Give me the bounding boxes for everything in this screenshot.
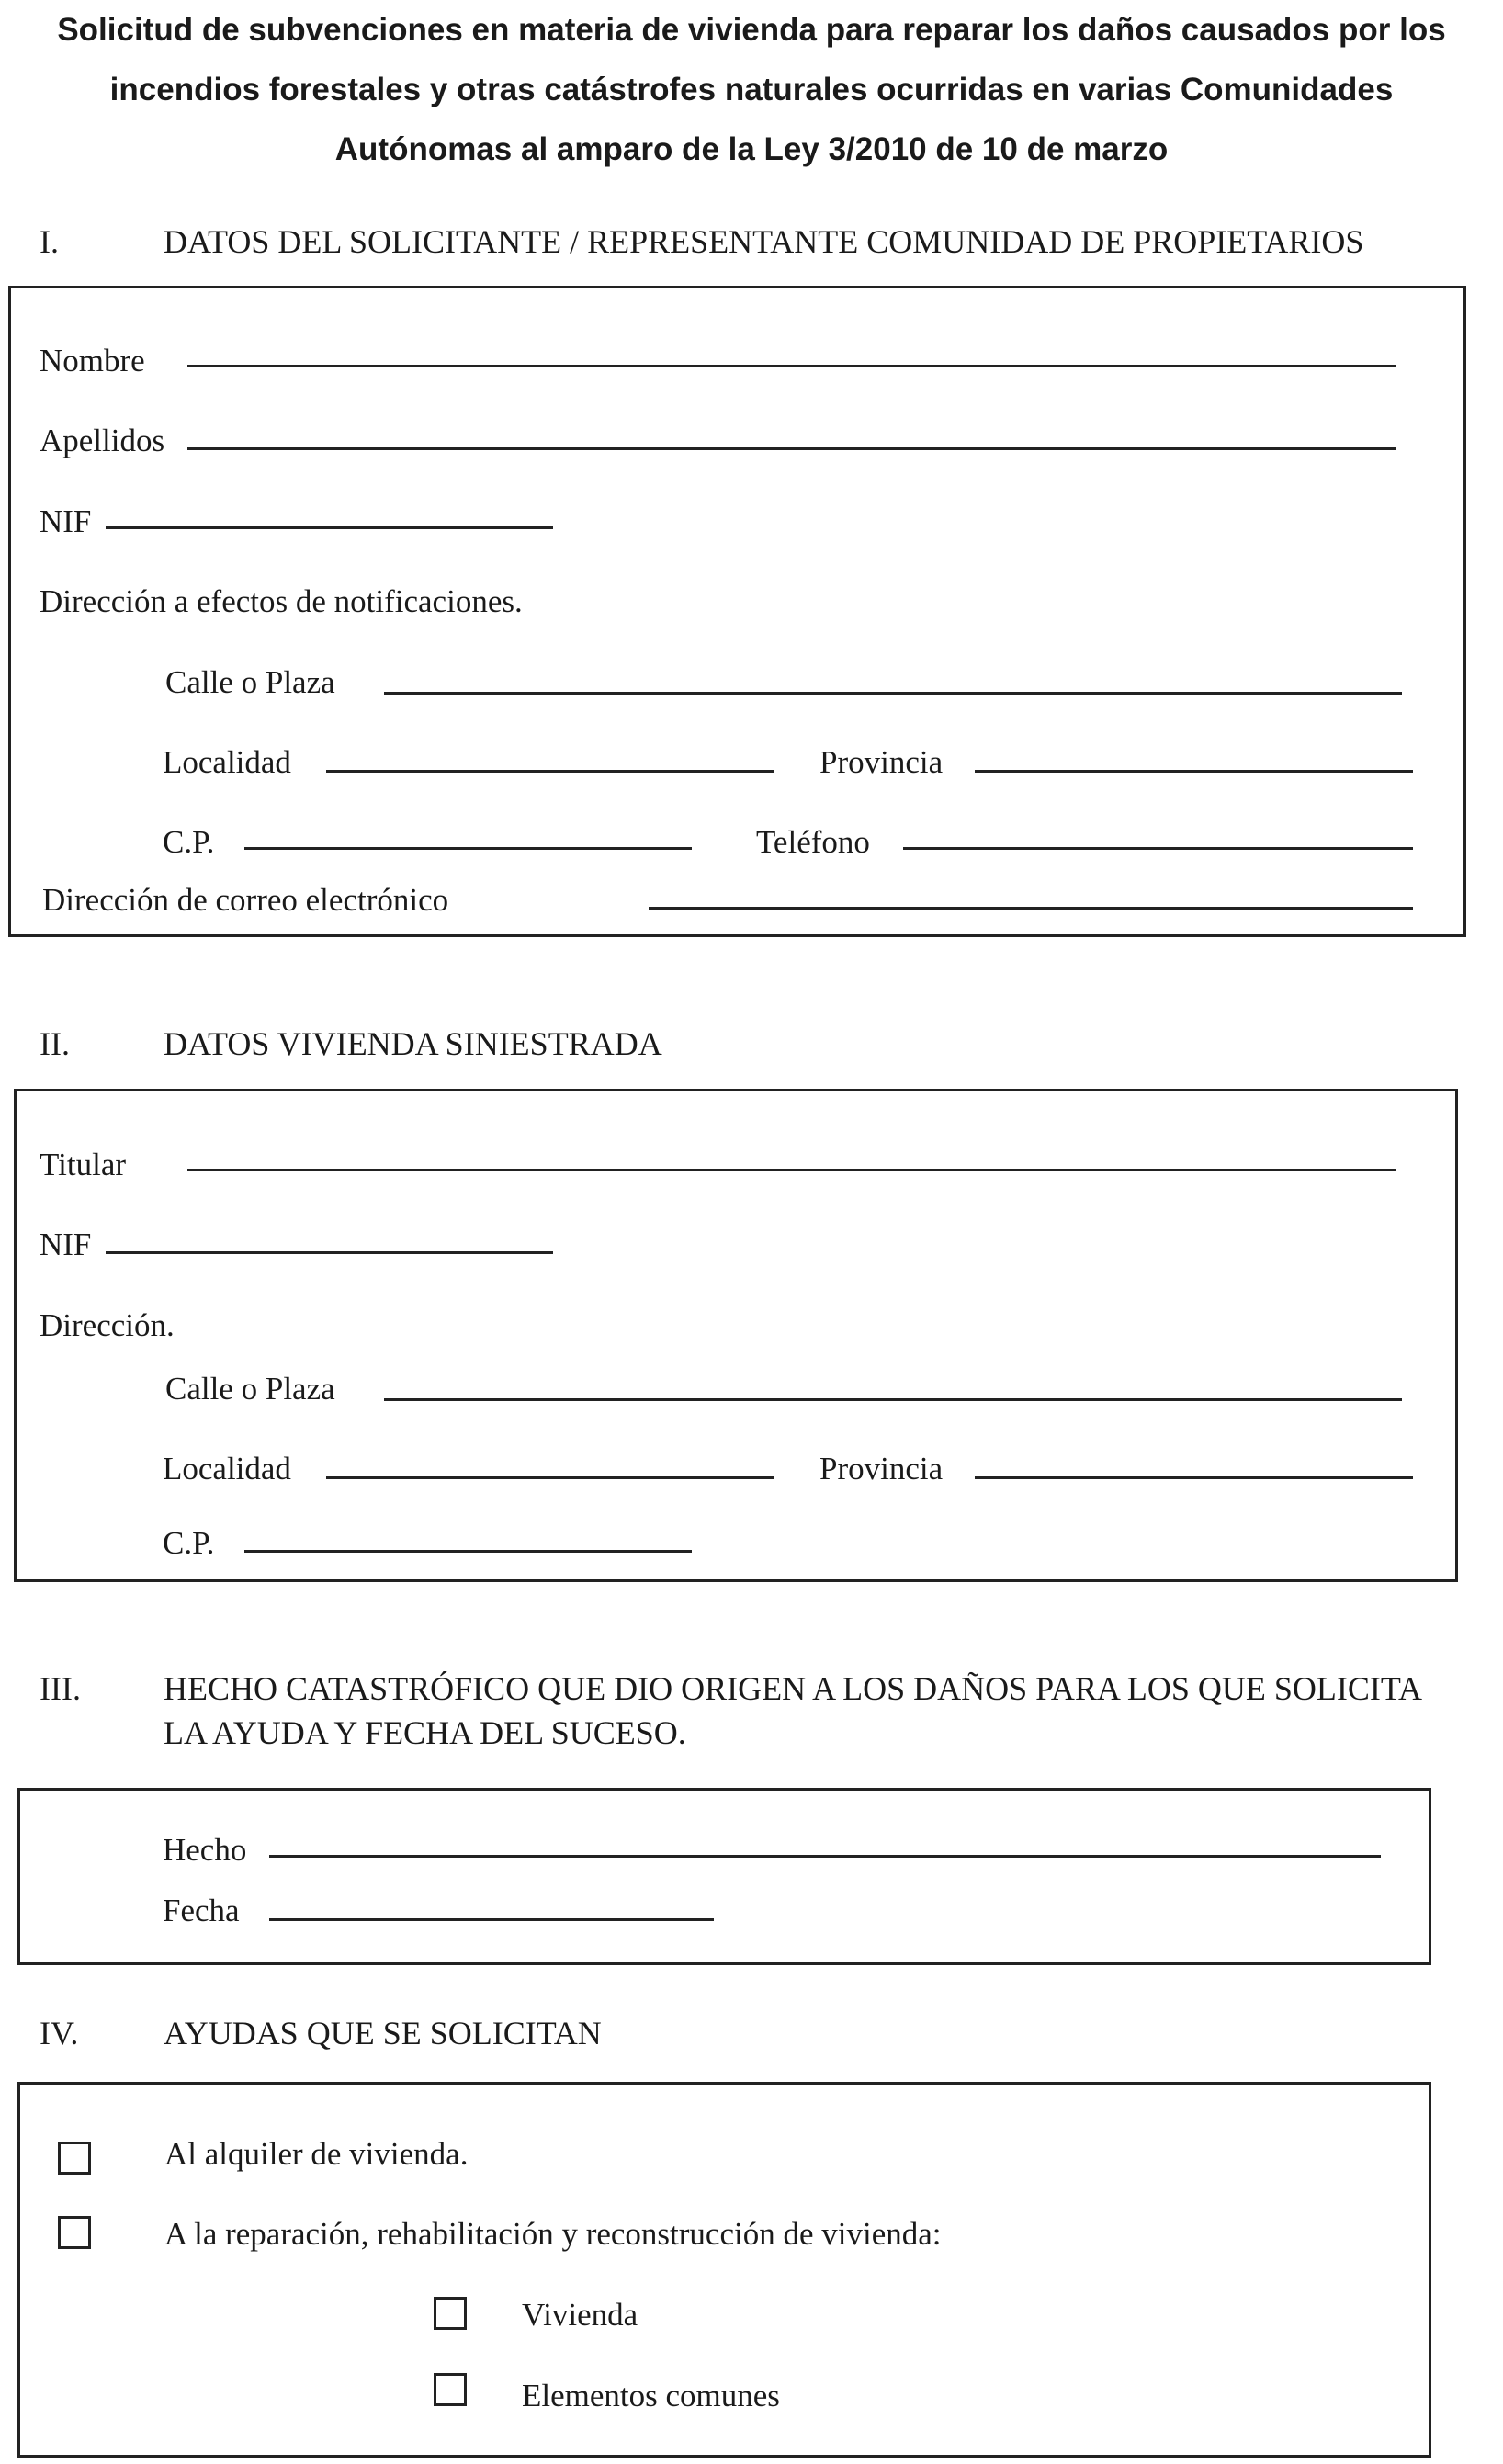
vivienda-calle-label: Calle o Plaza: [165, 1371, 335, 1407]
nombre-label: Nombre: [40, 343, 145, 379]
telefono-field[interactable]: [903, 847, 1413, 850]
fecha-field[interactable]: [269, 1918, 714, 1921]
section-4-number: IV.: [40, 2015, 79, 2051]
cp-field[interactable]: [244, 847, 692, 850]
section-3-box: [17, 1788, 1431, 1965]
direccion-notificaciones-label: Dirección a efectos de notificaciones.: [40, 583, 523, 619]
vivienda-localidad-label: Localidad: [163, 1451, 291, 1486]
section-4-heading: AYUDAS QUE SE SOLICITAN: [164, 2015, 602, 2051]
email-field[interactable]: [649, 907, 1413, 910]
section-3-heading-line-2: LA AYUDA Y FECHA DEL SUCESO.: [164, 1714, 686, 1751]
email-label: Dirección de correo electrónico: [42, 882, 449, 918]
vivienda-localidad-field[interactable]: [326, 1476, 774, 1479]
calle-field[interactable]: [384, 692, 1402, 695]
nombre-field[interactable]: [187, 365, 1396, 367]
elementos-comunes-label: Elementos comunes: [522, 2378, 780, 2413]
reparacion-checkbox[interactable]: [58, 2216, 91, 2249]
titular-field[interactable]: [187, 1169, 1396, 1171]
localidad-field[interactable]: [326, 770, 774, 773]
apellidos-field[interactable]: [187, 447, 1396, 450]
titular-label: Titular: [40, 1147, 127, 1182]
alquiler-label: Al alquiler de vivienda.: [164, 2136, 469, 2172]
provincia-label: Provincia: [819, 744, 944, 780]
vivienda-direccion-label: Dirección.: [40, 1307, 175, 1343]
vivienda-nif-field[interactable]: [106, 1251, 553, 1254]
apellidos-label: Apellidos: [40, 423, 165, 458]
vivienda-cp-field[interactable]: [244, 1550, 692, 1553]
vivienda-provincia-label: Provincia: [819, 1451, 944, 1486]
vivienda-nif-label: NIF: [40, 1226, 92, 1262]
vivienda-cp-label: C.P.: [163, 1525, 215, 1561]
form-title-line-1: Solicitud de subvenciones en materia de vivienda para reparar los daños causados por los: [57, 12, 1446, 48]
section-2-box: [14, 1089, 1458, 1582]
fecha-label: Fecha: [163, 1893, 240, 1928]
hecho-field[interactable]: [269, 1855, 1381, 1858]
form-title-line-3: Autónomas al amparo de la Ley 3/2010 de 10 de marzo: [334, 131, 1169, 167]
section-1-heading: DATOS DEL SOLICITANTE / REPRESENTANTE COMUNIDAD DE PROPIETARIOS: [164, 223, 1364, 260]
section-2-heading: DATOS VIVIENDA SINIESTRADA: [164, 1025, 662, 1062]
section-2-number: II.: [40, 1025, 70, 1062]
section-3-number: III.: [40, 1670, 81, 1707]
vivienda-calle-field[interactable]: [384, 1398, 1402, 1401]
reparacion-label: A la reparación, rehabilitación y reconstrucción de vivienda:: [164, 2216, 942, 2252]
section-3-heading-line-1: HECHO CATASTRÓFICO QUE DIO ORIGEN A LOS DAÑOS PARA LOS QUE SOLICITA: [164, 1670, 1423, 1707]
alquiler-checkbox[interactable]: [58, 2142, 91, 2175]
provincia-field[interactable]: [975, 770, 1413, 773]
section-1-number: I.: [40, 223, 59, 260]
form-title-line-2: incendios forestales y otras catástrofes naturales ocurridas en varias Comunidades: [109, 72, 1394, 107]
vivienda-option-label: Vivienda: [522, 2297, 638, 2333]
cp-label: C.P.: [163, 824, 215, 860]
nif-field[interactable]: [106, 526, 553, 529]
vivienda-provincia-field[interactable]: [975, 1476, 1413, 1479]
elementos-comunes-checkbox[interactable]: [434, 2373, 467, 2406]
hecho-label: Hecho: [163, 1832, 247, 1868]
nif-label: NIF: [40, 503, 92, 539]
localidad-label: Localidad: [163, 744, 291, 780]
vivienda-checkbox[interactable]: [434, 2297, 467, 2330]
form-title: [0, 0, 1503, 179]
telefono-label: Teléfono: [756, 824, 870, 860]
calle-label: Calle o Plaza: [165, 664, 335, 700]
